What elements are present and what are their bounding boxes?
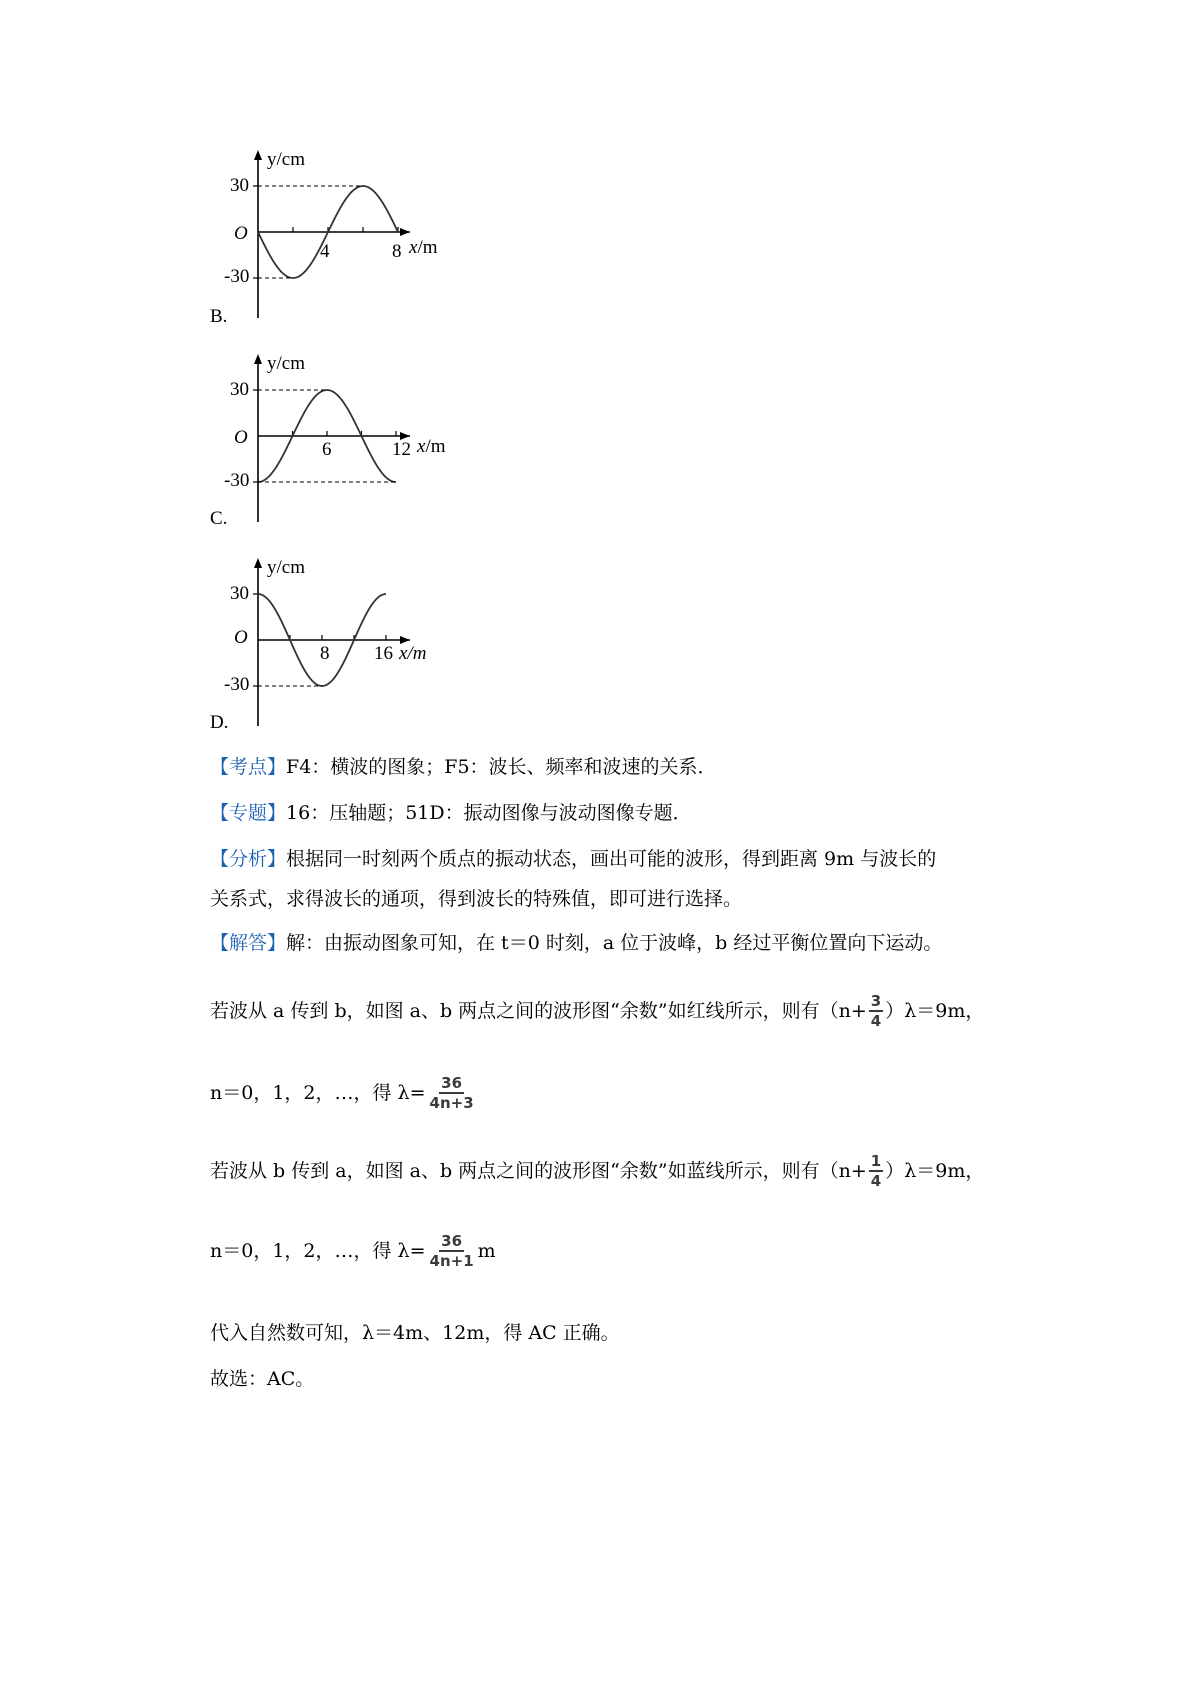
y-tick-top: 30 [230, 583, 249, 604]
y-axis-label: y/cm [267, 149, 305, 170]
x-tick-1: 4 [320, 241, 330, 262]
case2-result-fraction: $\frac{36}{4n+1}$ [429, 1232, 474, 1270]
x-axis-label: x/m [399, 643, 427, 664]
x-tick-2: 8 [392, 241, 402, 262]
kaodian-text: F4：横波的图象；F5：波长、频率和波速的关系． [286, 756, 717, 778]
origin-label: O [234, 627, 248, 648]
graph-option-d [210, 548, 510, 748]
x-axis-label: x/m [409, 237, 438, 258]
x-tick-1: 8 [320, 643, 330, 664]
case2-tail: ）λ＝9m， [885, 1160, 985, 1183]
origin-label: O [234, 223, 248, 244]
jieda-text: 解：由振动图象可知，在 t＝0 时刻，a 位于波峰，b 经过平衡位置向下运动。 [286, 932, 943, 954]
y-axis-arrow [254, 354, 262, 364]
case2-n-text: n＝0，1，2，…，得 λ= [210, 1240, 426, 1263]
case1-result-fraction: $\frac{36}{4n+3}$ [429, 1074, 474, 1112]
wave-graph-d-svg [210, 548, 510, 748]
y-axis-arrow [254, 150, 262, 160]
kaodian-line [210, 756, 717, 779]
case1-text: 若波从 a 传到 b，如图 a、b 两点之间的波形图“余数”如红线所示，则有（n+ [210, 1000, 867, 1023]
zhuanti-line [210, 802, 692, 825]
graph-option-c [210, 344, 510, 544]
case1-n-text: n＝0，1，2，…，得 λ= [210, 1082, 426, 1105]
y-axis-label: y/cm [267, 557, 305, 578]
jieda-tag: 【解答】 [210, 932, 287, 954]
case2-result-line [210, 1234, 496, 1269]
zhuanti-text: 16：压轴题；51D：振动图像与波动图像专题． [286, 802, 692, 824]
x-axis-label: x/m [417, 436, 446, 457]
case2-unit: m [477, 1240, 496, 1263]
y-axis-label: y/cm [267, 353, 305, 374]
option-c-label: C. [210, 508, 228, 529]
fenxi-text-2: 关系式，求得波长的通项，得到波长的特殊值，即可进行选择。 [210, 888, 743, 910]
fenxi-tag: 【分析】 [210, 848, 287, 870]
case2-line [210, 1154, 984, 1189]
option-b-label: B. [210, 306, 228, 327]
case1-line [210, 994, 984, 1029]
answer-text: 故选：AC。 [210, 1368, 315, 1390]
wave-graph-b-svg [210, 140, 510, 340]
fenxi-line [210, 848, 936, 871]
zhuanti-tag: 【专题】 [210, 802, 287, 824]
fenxi-text-1: 根据同一时刻两个质点的振动状态，画出可能的波形，得到距离 9m 与波长的 [286, 848, 937, 870]
option-d-label: D. [210, 712, 229, 733]
case1-tail: ）λ＝9m， [885, 1000, 985, 1023]
y-tick-bottom: -30 [224, 674, 250, 695]
graph-option-b [210, 140, 510, 340]
y-tick-bottom: -30 [224, 470, 250, 491]
x-tick-2: 12 [392, 439, 411, 460]
wave-graph-c-svg [210, 344, 510, 544]
y-axis-arrow [254, 558, 262, 568]
kaodian-tag: 【考点】 [210, 756, 287, 778]
case2-fraction: $\frac{1}{4}$ [870, 1152, 882, 1190]
y-tick-top: 30 [230, 379, 249, 400]
x-axis-arrow [400, 228, 410, 236]
y-tick-top: 30 [230, 175, 249, 196]
case2-text: 若波从 b 传到 a，如图 a、b 两点之间的波形图“余数”如蓝线所示，则有（n+ [210, 1160, 867, 1183]
jieda-line [210, 932, 942, 955]
origin-label: O [234, 427, 248, 448]
case1-result-line [210, 1076, 478, 1111]
y-tick-bottom: -30 [224, 266, 250, 287]
conclusion-text: 代入自然数可知，λ＝4m、12m，得 AC 正确。 [210, 1322, 620, 1344]
case1-fraction: $\frac{3}{4}$ [870, 992, 882, 1030]
x-tick-2: 16 [374, 643, 393, 664]
x-tick-1: 6 [322, 439, 332, 460]
